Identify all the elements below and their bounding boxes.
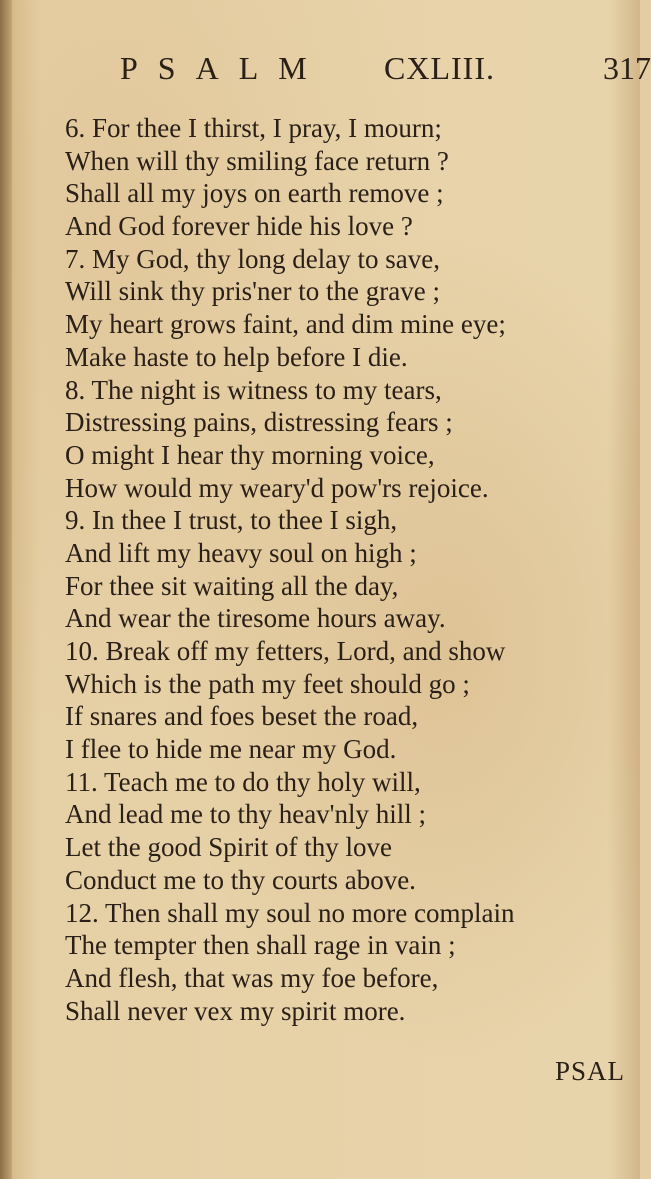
text-line: 11. Teach me to do thy holy will, — [65, 766, 421, 797]
text-line: And God forever hide his love ? — [65, 211, 413, 242]
text-line: When will thy smiling face return ? — [65, 145, 449, 176]
psalm-number: CXLIII. — [384, 50, 495, 86]
text-line: The tempter then shall rage in vain ; — [65, 930, 456, 961]
text-line: Will sink thy pris'ner to the grave ; — [65, 276, 440, 307]
running-head: PSALM — [120, 50, 327, 86]
page-header — [120, 50, 651, 100]
catchword: PSAL — [555, 1056, 626, 1086]
text-line: Shall all my joys on earth remove ; — [65, 178, 444, 209]
page-gutter — [0, 0, 12, 1179]
text-line: Shall never vex my spirit more. — [65, 995, 406, 1026]
text-line: 7. My God, thy long delay to save, — [65, 243, 440, 274]
text-line: My heart grows faint, and dim mine eye; — [65, 309, 506, 340]
text-line: And lift my heavy soul on high ; — [65, 537, 417, 568]
text-line: Make haste to help before I die. — [65, 341, 408, 372]
text-line: And wear the tiresome hours away. — [65, 603, 446, 634]
text-line: Which is the path my feet should go ; — [65, 668, 470, 699]
psalm-text — [65, 112, 640, 1027]
text-line: And lead me to thy heav'nly hill ; — [65, 799, 427, 830]
text-line: 10. Break off my fetters, Lord, and show — [65, 636, 506, 666]
text-line: Conduct me to thy courts above. — [65, 864, 416, 895]
text-line: Let the good Spirit of thy love — [65, 832, 392, 863]
text-line: 8. The night is witness to my tears, — [65, 374, 442, 405]
text-line: How would my weary'd pow'rs rejoice. — [65, 472, 489, 503]
text-line: 9. In thee I trust, to thee I sigh, — [65, 505, 398, 536]
text-line: O might I hear thy morning voice, — [65, 439, 435, 470]
text-line: If snares and foes beset the road, — [65, 701, 419, 732]
text-line: And flesh, that was my foe before, — [65, 962, 439, 993]
page-number: 317 — [603, 50, 651, 86]
text-line: Distressing pains, distressing fears ; — [65, 407, 453, 438]
text-line: For thee sit waiting all the day, — [65, 570, 399, 601]
text-line: 12. Then shall my soul no more complain — [65, 897, 515, 928]
text-line: I flee to hide me near my God. — [65, 734, 397, 765]
text-line: 6. For thee I thirst, I pray, I mourn; — [65, 113, 442, 143]
